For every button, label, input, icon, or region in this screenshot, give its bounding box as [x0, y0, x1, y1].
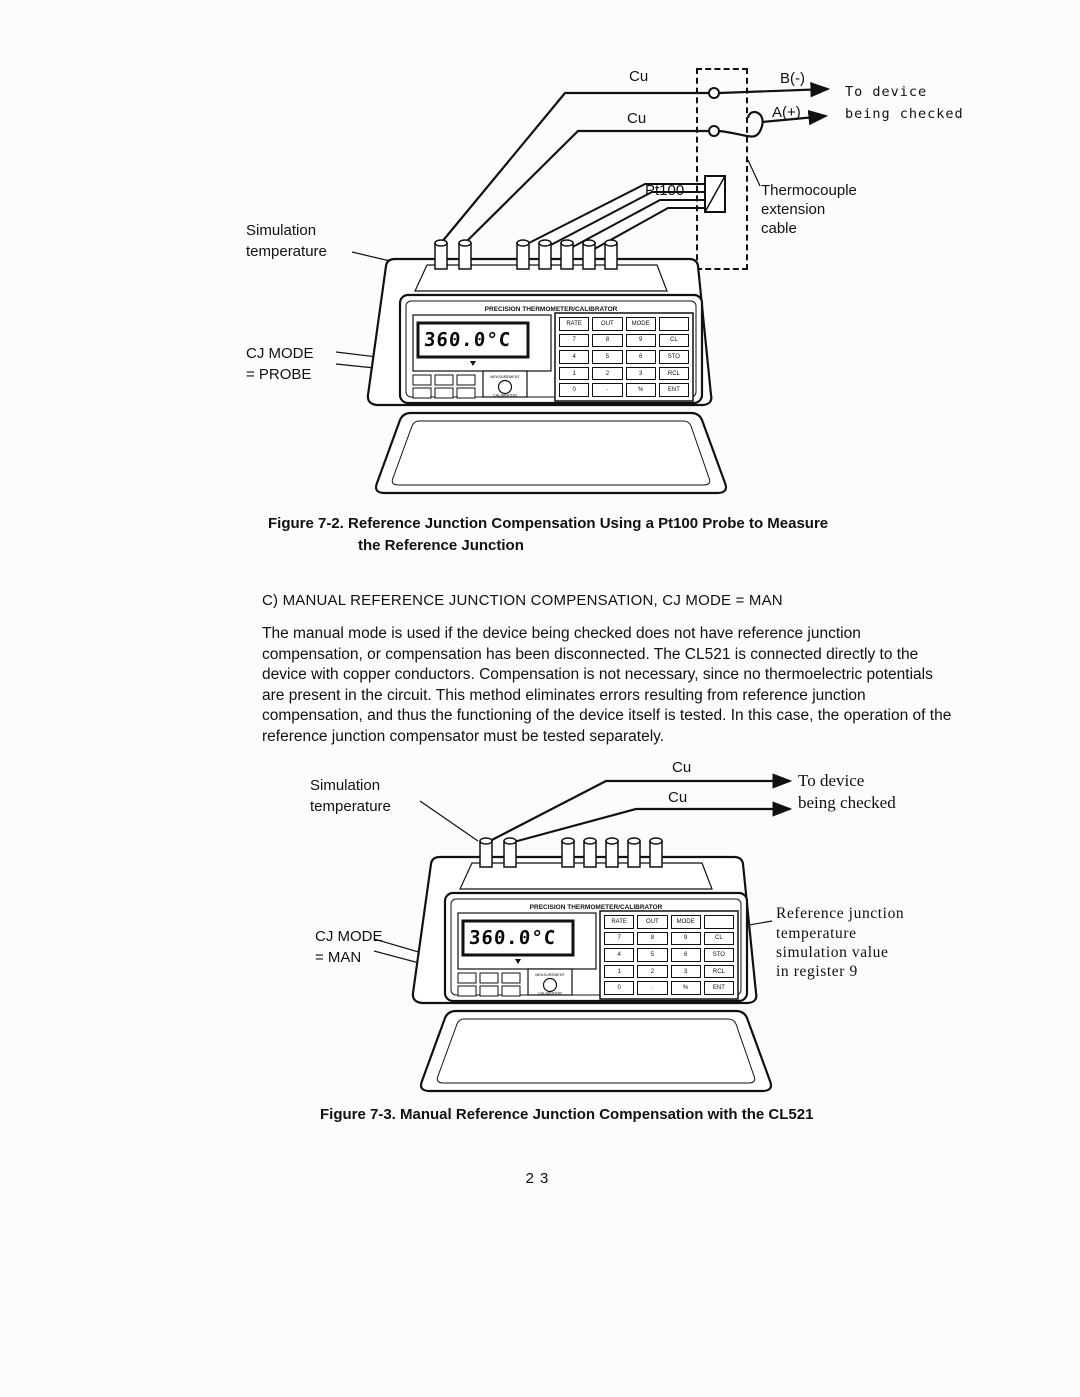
keypad-key: 5 [637, 948, 667, 962]
keypad-key: MODE [626, 317, 656, 331]
label-in-register-9: in register 9 [776, 963, 858, 980]
label-cu-bottom: Cu [668, 789, 688, 806]
keypad-key: 2 [637, 965, 667, 979]
keypad-key: RATE [559, 317, 589, 331]
keypad-key: % [626, 383, 656, 397]
label-cu-top: Cu [672, 759, 692, 776]
label-thermocouple: Thermocouple [761, 182, 857, 199]
figure-7-2-caption-line2: the Reference Junction [358, 537, 524, 554]
label-extension: extension [761, 201, 826, 218]
figure-7-2 [0, 60, 1080, 520]
figure-7-2-caption-line1: Figure 7-2. Reference Junction Compensation Using a Pt100 Probe to Measure [268, 515, 829, 532]
numeric-keypad [604, 915, 734, 995]
keypad-key: CL [704, 932, 734, 946]
lcd-reading: 360.0°C [423, 329, 512, 351]
keypad-key: 8 [637, 932, 667, 946]
keypad-key [704, 915, 734, 929]
label-cj-mode: CJ MODE [315, 928, 383, 945]
label-cj-mode-value: = MAN [315, 949, 362, 966]
label-cj-mode-value: = PROBE [246, 366, 312, 383]
keypad-key: OUT [592, 317, 622, 331]
rocker-knob [544, 979, 557, 992]
keypad-key: CL [659, 334, 689, 348]
label-to-device: To device [845, 84, 928, 100]
label-simulation: Simulation [246, 222, 317, 239]
label-a-plus: A(+) [772, 104, 801, 121]
binding-posts [435, 240, 617, 269]
rocker-top-label: MEASUREMENT [535, 973, 565, 977]
label-reference-junction: Reference junction [776, 905, 905, 922]
keypad-key: 9 [626, 334, 656, 348]
rocker-bottom-label: CALIBRATOR [493, 393, 517, 398]
label-ref-temperature: temperature [776, 925, 857, 942]
label-temperature: temperature [246, 243, 327, 260]
rocker-knob [499, 381, 512, 394]
keypad-key: 0 [559, 383, 589, 397]
panel-title: PRECISION THERMOMETER/CALIBRATOR [529, 904, 663, 911]
keypad-key: 0 [604, 981, 634, 995]
keypad-key: STO [659, 350, 689, 364]
label-simulation: Simulation [310, 777, 381, 794]
keypad-key: 7 [559, 334, 589, 348]
panel-title: PRECISION THERMOMETER/CALIBRATOR [484, 306, 618, 313]
keypad-key: ENT [704, 981, 734, 995]
body-paragraph: The manual mode is used if the device being checked does not have reference junction compensation, or compensation has been disconnected. The CL521 is connected directly to the device with copper conductors. Compensation is not necessary, since no thermoelectric potentials are present in the circuit. This method eliminates errors resulting from reference junction compensation, and thus the functioning of the device itself is tested. In this case, the operation of the reference junction compensator must be tested separately. [262, 625, 952, 745]
section-heading: C) MANUAL REFERENCE JUNCTION COMPENSATION, CJ MODE = MAN [262, 592, 783, 609]
rocker-top-label: MEASUREMENT [490, 375, 520, 379]
keypad-key: 8 [592, 334, 622, 348]
numeric-keypad [559, 317, 689, 397]
keypad-key: 9 [671, 932, 701, 946]
keypad-key: · [592, 383, 622, 397]
lcd-reading: 360.0°C [468, 927, 557, 949]
keypad-key: OUT [637, 915, 667, 929]
rocker-bottom-label: CALIBRATOR [538, 991, 562, 996]
keypad-key: 3 [626, 367, 656, 381]
keypad-key: 6 [671, 948, 701, 962]
figure-7-3-caption: Figure 7-3. Manual Reference Junction Compensation with the CL521 [320, 1106, 814, 1123]
keypad-key [659, 317, 689, 331]
label-cu-top: Cu [629, 68, 649, 85]
figure-7-3 [0, 755, 1080, 1110]
keypad-key: · [637, 981, 667, 995]
keypad-key: RATE [604, 915, 634, 929]
keypad-key: RCL [659, 367, 689, 381]
keypad-key: STO [704, 948, 734, 962]
keypad-key: 1 [559, 367, 589, 381]
label-pt100: Pt100 [645, 182, 685, 199]
page-number: 23 [525, 1170, 555, 1187]
label-cable: cable [761, 220, 797, 237]
keypad-key: 3 [671, 965, 701, 979]
label-temperature: temperature [310, 798, 391, 815]
label-b-minus: B(-) [780, 70, 805, 87]
label-cj-mode: CJ MODE [246, 345, 314, 362]
keypad-key: 2 [592, 367, 622, 381]
device-base-inner [392, 421, 710, 485]
keypad-key: MODE [671, 915, 701, 929]
label-being-checked: being checked [798, 793, 896, 812]
keypad-key: 4 [559, 350, 589, 364]
device-base-inner [437, 1019, 755, 1083]
keypad-key: 1 [604, 965, 634, 979]
keypad-key: 7 [604, 932, 634, 946]
label-simulation-value: simulation value [776, 944, 889, 961]
keypad-key: 5 [592, 350, 622, 364]
label-being-checked: being checked [845, 106, 964, 122]
keypad-key: 6 [626, 350, 656, 364]
calibrator-device [400, 833, 790, 1105]
keypad-key: % [671, 981, 701, 995]
keypad-key: ENT [659, 383, 689, 397]
keypad-key: RCL [704, 965, 734, 979]
binding-posts [480, 838, 662, 867]
label-to-device: To device [798, 771, 865, 790]
keypad-key: 4 [604, 948, 634, 962]
calibrator-device [355, 235, 745, 507]
label-cu-bottom: Cu [627, 110, 647, 127]
